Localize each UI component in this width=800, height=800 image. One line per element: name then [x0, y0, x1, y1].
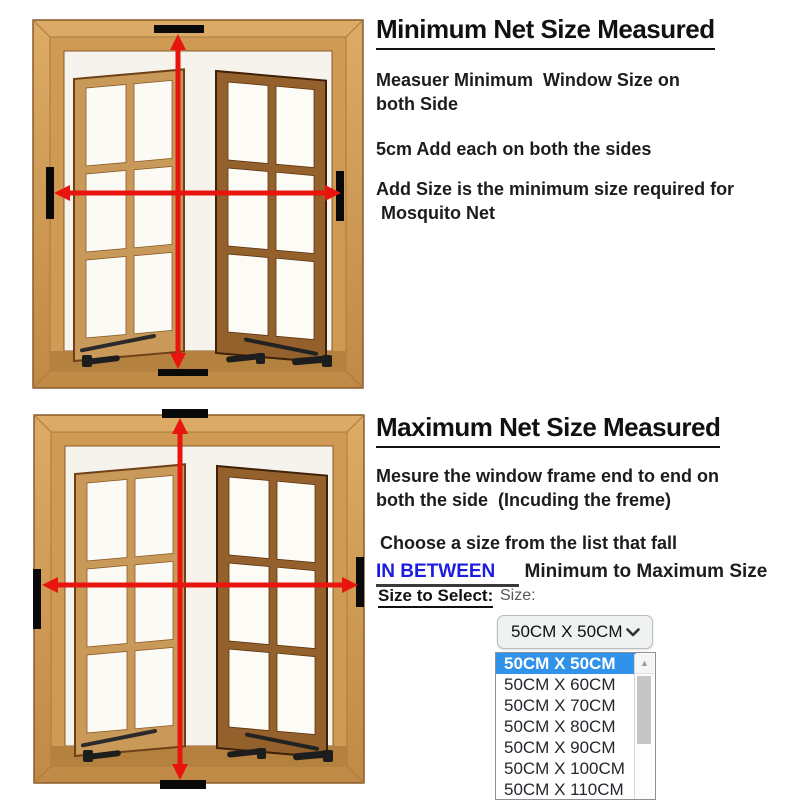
minimum-instruction-line: both Side — [376, 94, 458, 114]
scrollbar-thumb[interactable] — [637, 676, 651, 744]
measure-mark-bottom — [158, 369, 208, 376]
measure-mark-left — [46, 167, 54, 219]
size-option[interactable]: 50CM X 50CM — [496, 653, 636, 674]
scroll-up-icon[interactable]: ▲ — [635, 654, 654, 674]
size-to-select-label: Size to Select: — [378, 586, 493, 608]
section-minimum — [376, 14, 734, 225]
measure-mark-bottom — [160, 780, 206, 789]
range-text: Minimum to Maximum Size — [519, 561, 768, 582]
in-between-link[interactable]: IN BETWEEN — [376, 561, 519, 587]
size-option[interactable]: 50CM X 90CM — [504, 738, 616, 757]
window-diagram-maximum — [28, 403, 372, 795]
horizontal-measure-arrow — [50, 583, 350, 588]
size-option[interactable]: 50CM X 80CM — [504, 717, 616, 736]
section-maximum — [376, 412, 767, 584]
size-option[interactable]: 50CM X 60CM — [504, 675, 616, 694]
size-field-label: Size: — [500, 587, 536, 604]
size-option[interactable]: 50CM X 110CM — [504, 780, 624, 799]
maximum-instruction-line: Mesure the window frame end to end on — [376, 466, 720, 486]
measure-mark-right — [356, 557, 364, 607]
selected-size-value: 50CM X 50CM — [511, 622, 623, 641]
list-scrollbar[interactable] — [634, 654, 654, 799]
horizontal-measure-arrow — [62, 191, 334, 196]
size-option[interactable]: 50CM X 100CM — [504, 759, 625, 778]
minimum-instruction-line: 5cm Add each on both the sides — [376, 139, 652, 159]
chevron-down-icon — [626, 628, 640, 637]
size-option[interactable]: 50CM X 70CM — [504, 696, 616, 715]
window-diagram-minimum — [30, 15, 370, 395]
minimum-section-title: Minimum Net Size Measured — [376, 14, 715, 50]
measure-mark-left — [33, 569, 41, 629]
vertical-measure-arrow — [176, 47, 181, 357]
measure-mark-right — [336, 171, 344, 221]
measure-mark-top — [154, 25, 204, 33]
minimum-instruction-line: Mosquito Net — [376, 203, 496, 223]
maximum-instruction-line: both the side (Incuding the freme) — [376, 490, 672, 510]
maximum-instruction-line: Choose a size from the list that fall — [380, 533, 678, 553]
maximum-instruction-line — [376, 560, 767, 584]
size-options-list — [495, 652, 656, 800]
measure-mark-top — [162, 409, 208, 418]
maximum-section-title: Maximum Net Size Measured — [376, 412, 720, 448]
minimum-instruction-line: Add Size is the minimum size required for — [376, 179, 735, 199]
size-select-dropdown[interactable] — [497, 615, 653, 649]
size-to-select-label-wrap — [378, 586, 493, 606]
minimum-instruction-line: Measuer Minimum Window Size on — [376, 70, 680, 90]
vertical-measure-arrow — [178, 431, 183, 767]
